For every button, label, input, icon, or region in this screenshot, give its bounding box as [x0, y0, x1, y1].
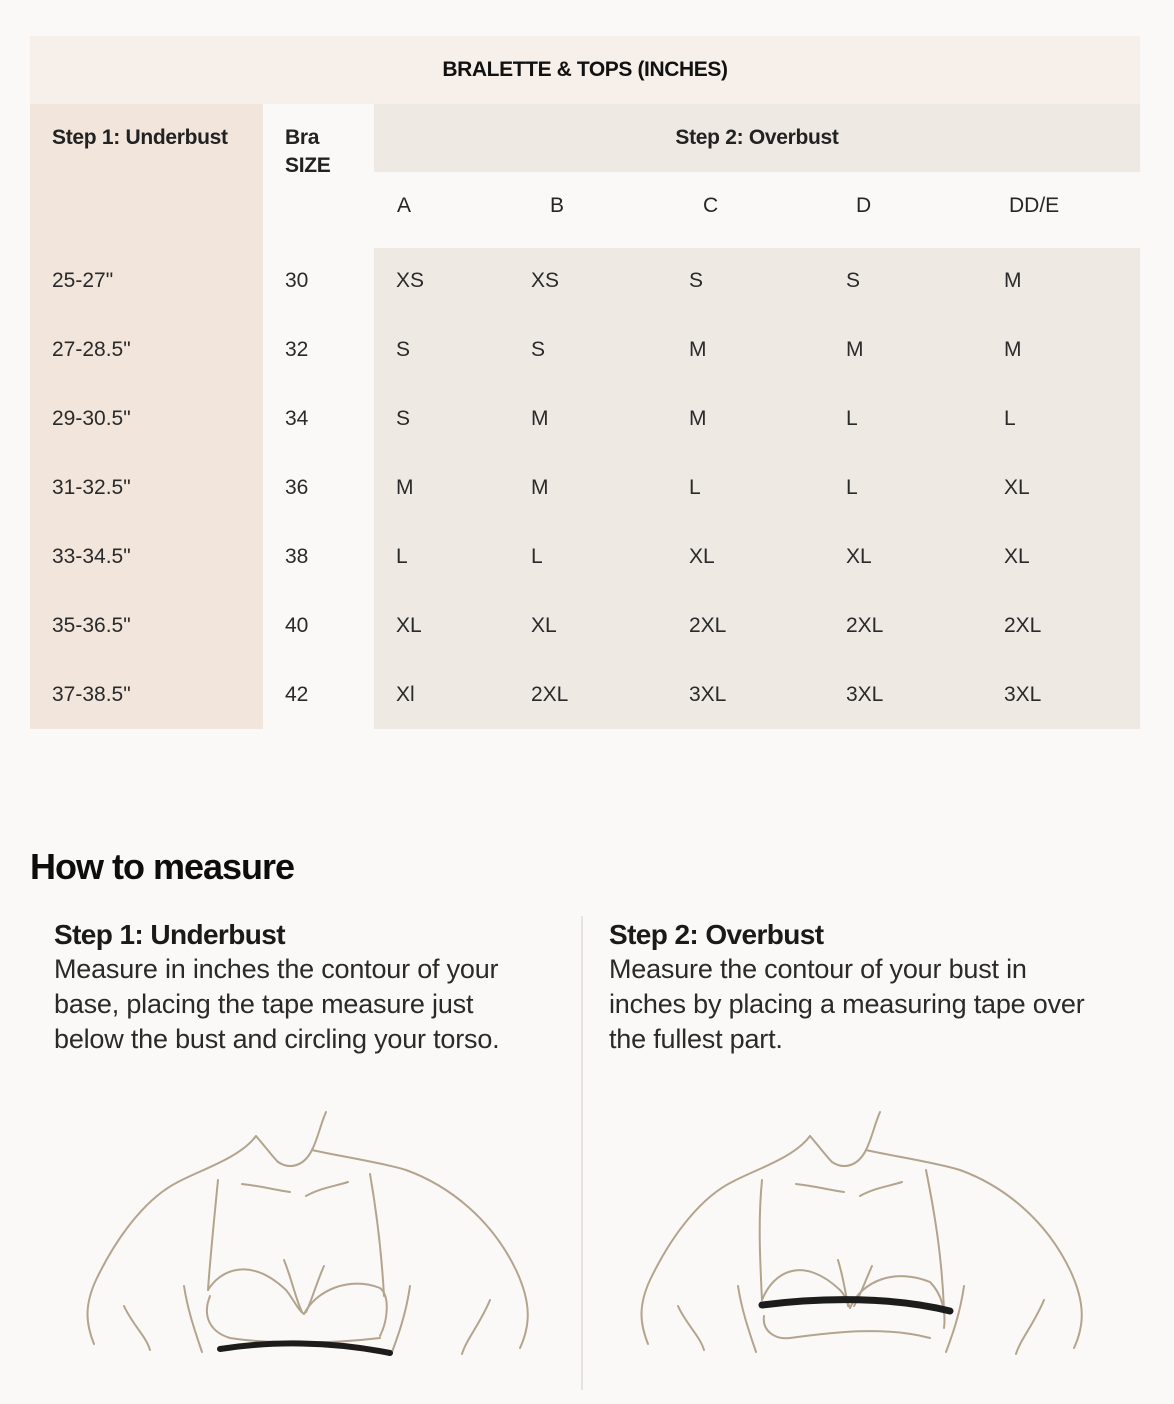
size-cell: XL — [531, 614, 557, 637]
underbust-value: 27-28.5" — [52, 338, 131, 361]
size-cell: L — [846, 476, 858, 499]
size-cell: XL — [396, 614, 422, 637]
step1-line1: Measure in inches the contour of your — [54, 954, 499, 984]
size-cell: M — [689, 407, 707, 430]
size-cell: M — [846, 338, 864, 361]
bra-column-bg — [263, 104, 374, 729]
size-cell: L — [689, 476, 701, 499]
cup-header-a: A — [397, 194, 412, 217]
bra-header-line1: Bra — [285, 126, 320, 149]
size-cell: 2XL — [1004, 614, 1042, 637]
overbust-header: Step 2: Overbust — [675, 126, 839, 149]
overbust-illustration-icon — [634, 1100, 1094, 1370]
size-cell: XL — [1004, 476, 1030, 499]
bra-size-value: 42 — [285, 683, 309, 706]
size-cell: M — [531, 407, 549, 430]
table-title: BRALETTE & TOPS (INCHES) — [442, 58, 728, 81]
bra-size-value: 36 — [285, 476, 309, 499]
size-cell: L — [531, 545, 543, 568]
size-cell: Xl — [396, 683, 415, 706]
size-cell: L — [396, 545, 408, 568]
size-cell: S — [396, 338, 411, 361]
size-cell: 2XL — [531, 683, 569, 706]
bra-size-header — [285, 124, 330, 180]
size-cell: M — [531, 476, 549, 499]
size-cell: S — [531, 338, 546, 361]
how-to-measure-title: How to measure — [30, 846, 295, 887]
step2-title: Step 2: Overbust — [609, 919, 824, 950]
size-cell: XL — [689, 545, 715, 568]
size-cell: XS — [396, 269, 425, 292]
size-cell: XL — [1004, 545, 1030, 568]
size-cell: 3XL — [846, 683, 884, 706]
step1-line3: below the bust and circling your torso. — [54, 1024, 500, 1054]
size-cell: XS — [531, 269, 560, 292]
size-cell: XL — [846, 545, 872, 568]
size-cell: 2XL — [846, 614, 884, 637]
underbust-illustration-icon — [80, 1100, 540, 1370]
size-cell: M — [396, 476, 414, 499]
size-cell: 3XL — [1004, 683, 1042, 706]
size-cell: L — [1004, 407, 1016, 430]
size-cell: L — [846, 407, 858, 430]
size-cell: M — [1004, 269, 1022, 292]
cup-header-d: D — [856, 194, 872, 217]
step1-line2: base, placing the tape measure just — [54, 989, 474, 1019]
size-cell: M — [1004, 338, 1022, 361]
step1-title: Step 1: Underbust — [54, 919, 285, 950]
underbust-value: 35-36.5" — [52, 614, 131, 637]
cup-header-c: C — [703, 194, 719, 217]
cup-header-b: B — [550, 194, 565, 217]
step2-line3: the fullest part. — [609, 1024, 783, 1054]
cup-header-dde: DD/E — [1009, 194, 1060, 217]
size-cell: 2XL — [689, 614, 727, 637]
underbust-value: 33-34.5" — [52, 545, 131, 568]
size-cell: S — [396, 407, 411, 430]
bra-size-value: 40 — [285, 614, 309, 637]
size-cell: S — [846, 269, 861, 292]
step2-block — [609, 918, 1084, 1057]
underbust-header: Step 1: Underbust — [52, 126, 228, 149]
step2-line2: inches by placing a measuring tape over — [609, 989, 1085, 1019]
bra-size-value: 32 — [285, 338, 309, 361]
bra-size-value: 38 — [285, 545, 309, 568]
size-cell: 3XL — [689, 683, 727, 706]
bra-size-value: 34 — [285, 407, 309, 430]
bra-header-line2: SIZE — [285, 154, 331, 177]
step2-line1: Measure the contour of your bust in — [609, 954, 1027, 984]
size-chart-table — [30, 36, 1140, 729]
column-divider — [581, 916, 583, 1390]
bra-size-value: 30 — [285, 269, 309, 292]
size-cell: S — [689, 269, 704, 292]
step1-block — [54, 918, 499, 1057]
underbust-value: 37-38.5" — [52, 683, 131, 706]
underbust-value: 31-32.5" — [52, 476, 131, 499]
size-cell: M — [689, 338, 707, 361]
underbust-value: 29-30.5" — [52, 407, 131, 430]
underbust-value: 25-27" — [52, 269, 114, 292]
